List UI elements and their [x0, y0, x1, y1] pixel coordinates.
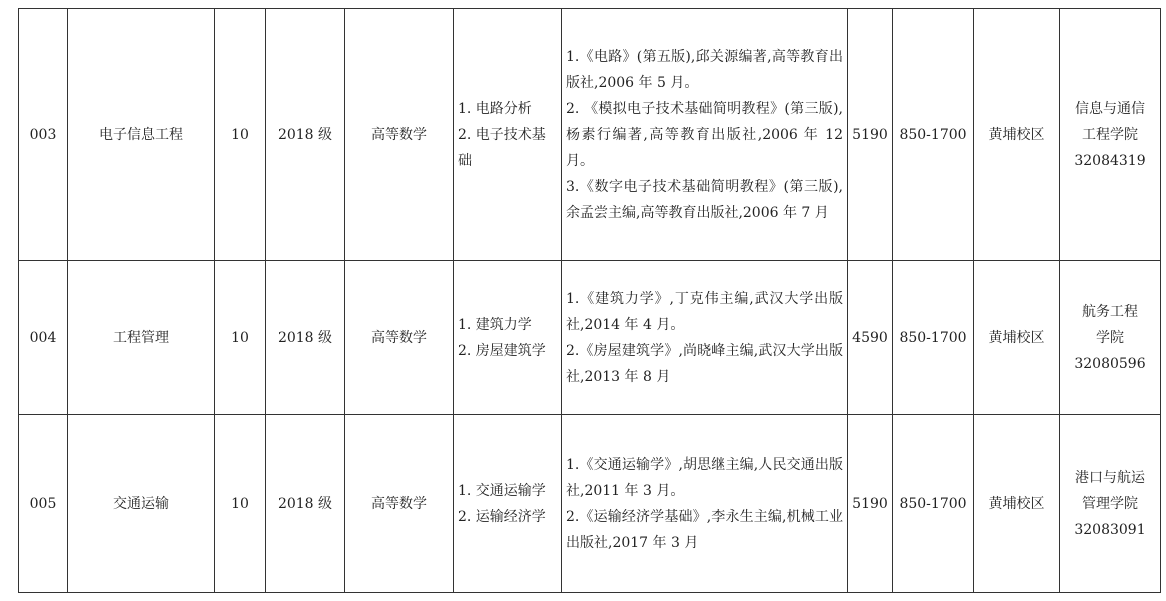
department-line: 管理学院	[1082, 495, 1138, 512]
subjects-cell	[454, 9, 562, 261]
reference-item: 2.《房屋建筑学》,尚晓峰主编,武汉大学出版社,2013 年 8 月	[566, 342, 843, 385]
requirement-cell: 高等数学	[345, 261, 454, 415]
table-row	[19, 415, 1161, 593]
score-cell: 850-1700	[893, 261, 974, 415]
subject-item: 1. 建筑力学	[458, 316, 532, 333]
department-cell	[1060, 261, 1161, 415]
reference-item: 2. 《模拟电子技术基础简明教程》(第三版),杨素行编著,高等教育出版社,2006 年 12 月。	[566, 100, 843, 169]
code-cell: 005	[19, 415, 68, 593]
campus-cell: 黄埔校区	[974, 9, 1060, 261]
tuition-cell: 5190	[848, 9, 893, 261]
department-cell	[1060, 415, 1161, 593]
quota-cell: 10	[215, 415, 266, 593]
grade-cell: 2018 级	[266, 9, 345, 261]
grade-cell: 2018 级	[266, 261, 345, 415]
score-cell: 850-1700	[893, 9, 974, 261]
tuition-cell: 5190	[848, 415, 893, 593]
major-cell: 交通运输	[68, 415, 215, 593]
reference-item: 1.《电路》(第五版),邱关源编著,高等教育出版社,2006 年 5 月。	[566, 48, 843, 91]
grade-cell: 2018 级	[266, 415, 345, 593]
subject-item: 1. 电路分析	[458, 100, 532, 117]
subjects-cell	[454, 415, 562, 593]
major-cell: 电子信息工程	[68, 9, 215, 261]
references-cell	[562, 415, 848, 593]
department-phone: 32083091	[1074, 521, 1146, 538]
major-cell: 工程管理	[68, 261, 215, 415]
majors-table	[18, 8, 1161, 593]
campus-cell: 黄埔校区	[974, 261, 1060, 415]
department-line: 港口与航运	[1075, 469, 1145, 486]
department-phone: 32080596	[1074, 355, 1146, 372]
subject-item: 1. 交通运输学	[458, 482, 546, 499]
references-cell	[562, 9, 848, 261]
requirement-cell: 高等数学	[345, 415, 454, 593]
department-cell	[1060, 9, 1161, 261]
department-line: 工程学院	[1082, 126, 1138, 143]
reference-item: 3.《数字电子技术基础简明教程》(第三版),余孟尝主编,高等教育出版社,2006 年 7 月	[566, 178, 843, 221]
department-phone: 32084319	[1074, 152, 1146, 169]
table-row	[19, 261, 1161, 415]
score-cell: 850-1700	[893, 415, 974, 593]
reference-item: 1.《建筑力学》,丁克伟主编,武汉大学出版社,2014 年 4 月。	[566, 290, 843, 333]
department-line: 航务工程	[1082, 303, 1138, 320]
subject-item: 2. 房屋建筑学	[458, 342, 546, 359]
code-cell: 004	[19, 261, 68, 415]
department-line: 学院	[1096, 329, 1124, 346]
tuition-cell: 4590	[848, 261, 893, 415]
code-cell: 003	[19, 9, 68, 261]
department-line: 信息与通信	[1075, 100, 1145, 117]
campus-cell: 黄埔校区	[974, 415, 1060, 593]
reference-item: 1.《交通运输学》,胡思继主编,人民交通出版社,2011 年 3 月。	[566, 456, 843, 499]
references-cell	[562, 261, 848, 415]
quota-cell: 10	[215, 9, 266, 261]
requirement-cell: 高等数学	[345, 9, 454, 261]
subject-item: 2. 电子技术基础	[458, 126, 546, 169]
subjects-cell	[454, 261, 562, 415]
subject-item: 2. 运输经济学	[458, 508, 546, 525]
table-row	[19, 9, 1161, 261]
reference-item: 2.《运输经济学基础》,李永生主编,机械工业出版社,2017 年 3 月	[566, 508, 843, 551]
quota-cell: 10	[215, 261, 266, 415]
